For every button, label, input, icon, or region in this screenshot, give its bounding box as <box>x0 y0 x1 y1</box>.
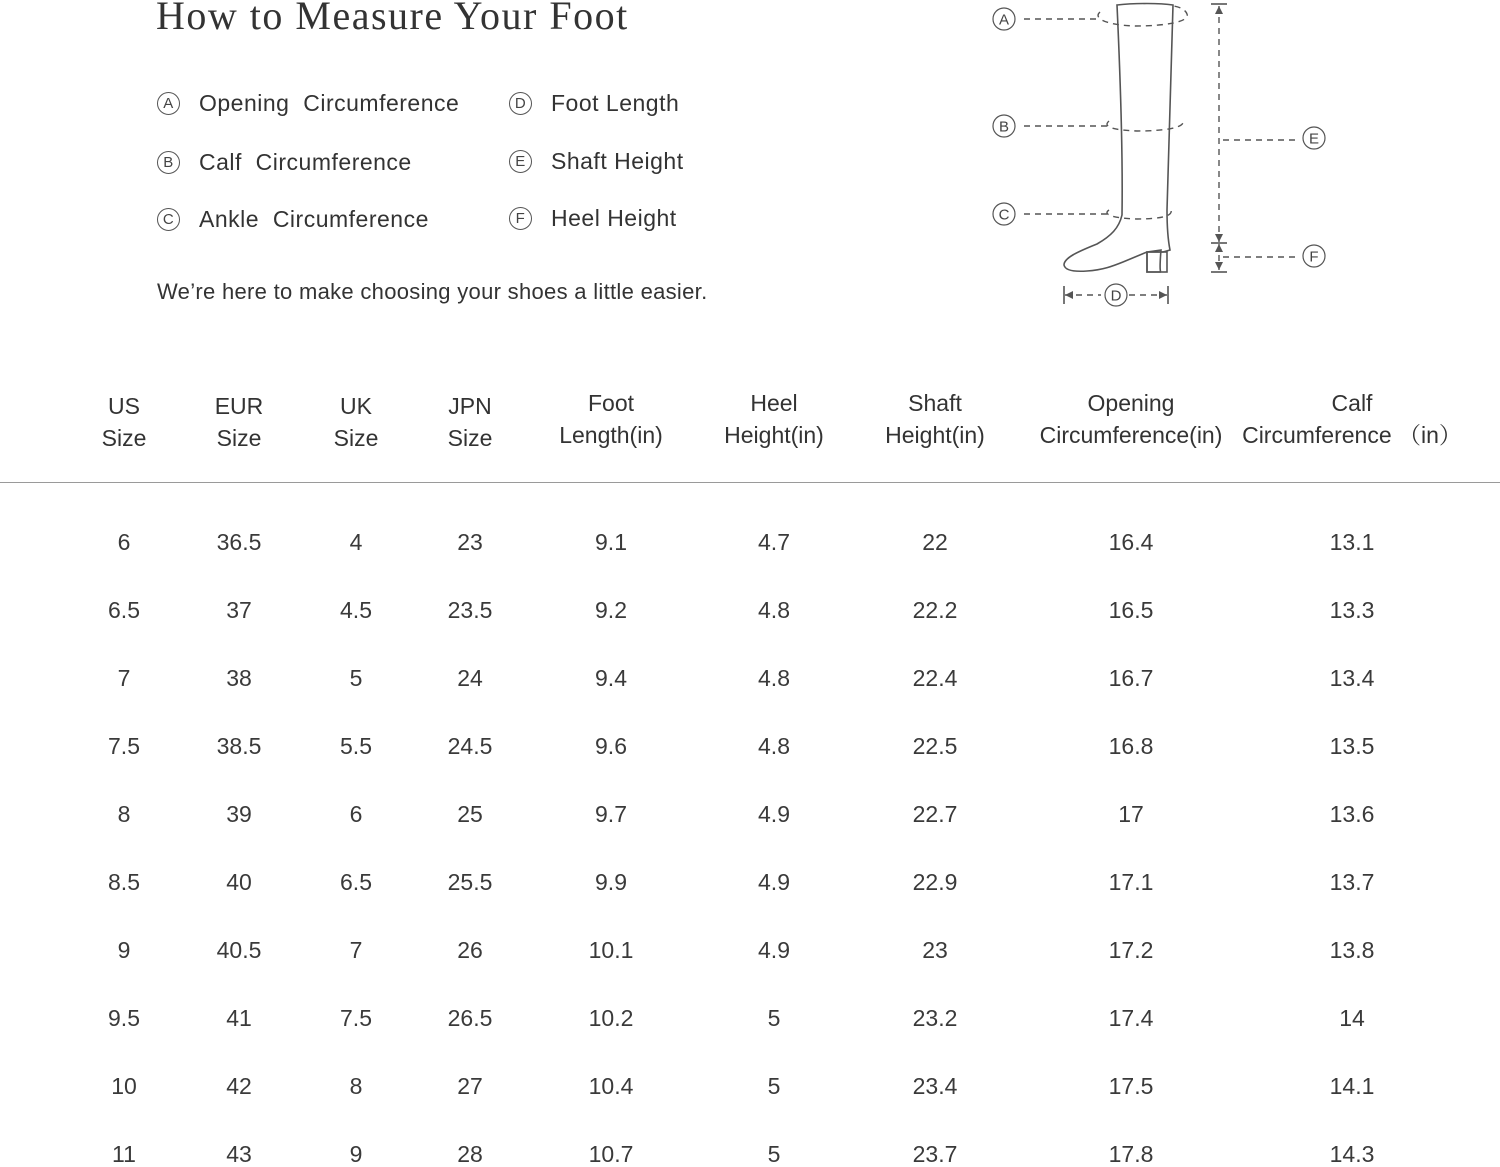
table-header <box>1242 387 1462 451</box>
table-header-line: UK <box>340 393 372 419</box>
table-cell: 10.4 <box>588 1073 634 1099</box>
table-cell: 23.2 <box>912 1005 958 1031</box>
table-cell: 37 <box>226 597 252 623</box>
table-cell: 17 <box>1118 801 1144 827</box>
table-header-line: EUR <box>214 393 264 419</box>
table-cell: 23.5 <box>447 597 493 623</box>
table-header-line: Size <box>101 425 147 451</box>
table-header-line: US <box>108 393 140 419</box>
table-cell: 11 <box>112 1141 136 1167</box>
table-cell: 14.1 <box>1329 1073 1375 1099</box>
marker-d-icon: D <box>509 92 532 115</box>
legend-label: Shaft Height <box>551 148 684 174</box>
table-cell: 22.4 <box>912 665 958 691</box>
table-cell: 5 <box>767 1073 781 1099</box>
table-cell: 7 <box>117 665 131 691</box>
table-cell: 4.9 <box>758 869 790 895</box>
table-header-line: Calf <box>1331 390 1373 416</box>
table-cell: 13.3 <box>1329 597 1375 623</box>
table-cell: 4.5 <box>340 597 372 623</box>
table-cell: 22 <box>922 529 948 555</box>
table-cell: 23.4 <box>912 1073 958 1099</box>
table-cell: 9.4 <box>595 665 627 691</box>
table-cell: 13.6 <box>1329 801 1375 827</box>
legend-item-a <box>157 90 459 117</box>
table-cell: 16.4 <box>1108 529 1154 555</box>
diagram-label-f: F <box>1309 248 1319 266</box>
legend-item-c <box>157 206 429 233</box>
table-cell: 9.6 <box>595 733 627 759</box>
table-cell: 13.4 <box>1329 665 1375 691</box>
table-cell: 10 <box>111 1073 137 1099</box>
table-cell: 22.7 <box>912 801 958 827</box>
legend-label: Opening Circumference <box>199 90 460 116</box>
table-header <box>102 390 147 454</box>
table-cell: 17.1 <box>1108 869 1154 895</box>
table-cell: 14 <box>1339 1005 1365 1031</box>
table-header-line: JPN <box>448 393 492 419</box>
table-cell: 39 <box>226 801 252 827</box>
table-cell: 13.5 <box>1329 733 1375 759</box>
table-cell: 38.5 <box>216 733 262 759</box>
page-title: How to Measure Your Foot <box>156 0 629 38</box>
table-cell: 10.2 <box>588 1005 634 1031</box>
legend-label: Foot Length <box>551 90 680 116</box>
table-cell: 26.5 <box>447 1005 493 1031</box>
table-header-line: Opening <box>1087 390 1175 416</box>
table-cell: 7 <box>349 937 363 963</box>
legend-label: Heel Height <box>551 205 677 231</box>
table-cell: 17.8 <box>1108 1141 1154 1167</box>
table-header-line: Heel <box>750 390 798 416</box>
table-header-line: Circumference （in） <box>1242 422 1462 448</box>
table-cell: 17.4 <box>1108 1005 1154 1031</box>
table-header-line: Size <box>216 425 262 451</box>
legend-item-b <box>157 149 412 176</box>
table-cell: 13.1 <box>1329 529 1375 555</box>
table-cell: 4.7 <box>758 529 790 555</box>
table-cell: 5.5 <box>340 733 372 759</box>
table-cell: 36.5 <box>216 529 262 555</box>
table-cell: 27 <box>457 1073 483 1099</box>
table-cell: 43 <box>226 1141 252 1167</box>
table-header <box>724 387 824 451</box>
table-cell: 24 <box>457 665 483 691</box>
table-cell: 4.8 <box>758 733 790 759</box>
marker-e-icon: E <box>509 150 532 173</box>
marker-c-icon: C <box>157 208 180 231</box>
table-cell: 38 <box>226 665 252 691</box>
table-cell: 7.5 <box>340 1005 372 1031</box>
table-header-line: Size <box>447 425 493 451</box>
table-cell: 9.2 <box>595 597 627 623</box>
boot-measurement-diagram <box>985 0 1345 320</box>
table-cell: 22.2 <box>912 597 958 623</box>
table-cell: 6 <box>117 529 131 555</box>
legend-label: Ankle Circumference <box>199 206 429 232</box>
table-header-line: Circumference(in) <box>1039 422 1223 448</box>
legend-item-d <box>509 90 679 117</box>
table-cell: 25 <box>457 801 483 827</box>
table-cell: 6.5 <box>108 597 140 623</box>
table-header <box>215 390 264 454</box>
table-cell: 6 <box>349 801 363 827</box>
table-cell: 42 <box>226 1073 252 1099</box>
table-cell: 13.7 <box>1329 869 1375 895</box>
table-cell: 22.9 <box>912 869 958 895</box>
table-cell: 9 <box>349 1141 363 1167</box>
table-cell: 7.5 <box>108 733 140 759</box>
table-cell: 8.5 <box>108 869 140 895</box>
marker-a-icon: A <box>157 92 180 115</box>
table-cell: 4.8 <box>758 597 790 623</box>
table-cell: 10.7 <box>588 1141 634 1167</box>
table-cell: 9 <box>117 937 131 963</box>
table-cell: 41 <box>226 1005 252 1031</box>
table-header-line: Height(in) <box>885 422 985 448</box>
table-header <box>448 390 493 454</box>
table-header-line: Foot <box>587 390 635 416</box>
diagram-label-c: C <box>998 206 1010 224</box>
diagram-label-e: E <box>1308 130 1320 148</box>
table-cell: 16.8 <box>1108 733 1154 759</box>
table-header-line: Shaft <box>908 390 962 416</box>
table-header <box>1040 387 1223 451</box>
table-header-line: Length(in) <box>559 422 663 448</box>
table-cell: 17.2 <box>1108 937 1154 963</box>
tagline: We’re here to make choosing your shoes a little easier. <box>157 279 708 304</box>
table-cell: 26 <box>457 937 483 963</box>
table-cell: 40 <box>226 869 252 895</box>
marker-f-icon: F <box>509 207 532 230</box>
table-cell: 4 <box>349 529 363 555</box>
table-cell: 40.5 <box>216 937 262 963</box>
table-cell: 4.9 <box>758 937 790 963</box>
table-cell: 9.7 <box>595 801 627 827</box>
diagram-label-d: D <box>1110 287 1122 305</box>
table-cell: 9.1 <box>595 529 627 555</box>
table-cell: 8 <box>117 801 131 827</box>
table-cell: 9.9 <box>595 869 627 895</box>
table-divider <box>0 482 1500 483</box>
table-header <box>559 387 663 451</box>
table-cell: 4.8 <box>758 665 790 691</box>
table-cell: 5 <box>767 1141 781 1167</box>
marker-b-icon: B <box>157 151 180 174</box>
heel-block <box>1147 252 1167 272</box>
table-cell: 6.5 <box>340 869 372 895</box>
diagram-label-b: B <box>998 118 1010 136</box>
table-cell: 25.5 <box>447 869 493 895</box>
table-header-line: Size <box>333 425 379 451</box>
table-cell: 23.7 <box>912 1141 958 1167</box>
table-cell: 9.5 <box>108 1005 140 1031</box>
table-header <box>885 387 985 451</box>
table-cell: 13.8 <box>1329 937 1375 963</box>
diagram-label-a: A <box>998 11 1010 29</box>
table-header <box>334 390 379 454</box>
legend-item-e <box>509 148 684 175</box>
table-cell: 14.3 <box>1329 1141 1375 1167</box>
table-cell: 17.5 <box>1108 1073 1154 1099</box>
table-cell: 5 <box>349 665 363 691</box>
table-header-line: Height(in) <box>724 422 824 448</box>
table-cell: 5 <box>767 1005 781 1031</box>
table-cell: 28 <box>457 1141 483 1167</box>
table-cell: 10.1 <box>588 937 634 963</box>
table-cell: 8 <box>349 1073 363 1099</box>
legend-item-f <box>509 205 677 232</box>
table-cell: 4.9 <box>758 801 790 827</box>
table-cell: 22.5 <box>912 733 958 759</box>
boot-outline-icon <box>1064 4 1173 273</box>
table-cell: 16.7 <box>1108 665 1154 691</box>
table-cell: 23 <box>457 529 483 555</box>
table-cell: 24.5 <box>447 733 493 759</box>
legend-label: Calf Circumference <box>199 149 412 175</box>
table-cell: 23 <box>922 937 948 963</box>
table-cell: 16.5 <box>1108 597 1154 623</box>
